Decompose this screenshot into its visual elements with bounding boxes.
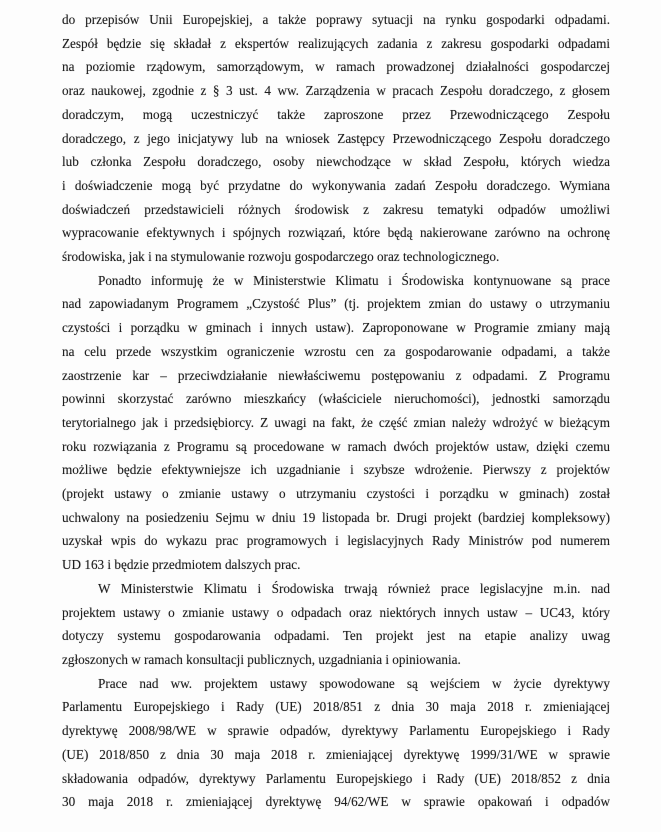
text-line: możliwe będzie efektywniejsze ich uzgadnianie i szybsze wdrożenie. Pierwszy z projektów (62, 462, 610, 478)
text-line: Ponadto informuję że w Ministerstwie Klimatu i Środowiska kontynuowane są prace (98, 272, 610, 288)
text-line: czystości i porządku w gminach i innych ustaw). Zaproponowane w Programie zmiany mają (62, 320, 610, 336)
text-line: doradczego, z jego inicjatywy lub na wniosek Zastępcy Przewodniczącego Zespołu doradczego (62, 130, 610, 146)
text-line: nad zapowiadanym Programem „Czystość Plus” (tj. projektem zmian do ustawy o utrzymaniu (62, 296, 610, 312)
text-line: terytorialnego jak i przedsiębiorcy. Z uwagi na fakt, że część zmian należy wdrożyć w bieżącym (62, 414, 610, 430)
text-line: oraz naukowej, zgodnie z § 3 ust. 4 ww. Zarządzenia w pracach Zespołu doradczego, z głosem (62, 83, 610, 99)
text-line: dyrektywę 2008/98/WE w sprawie odpadów, dyrektywy Parlamentu Europejskiego i Rady (62, 723, 610, 739)
text-line: 30 maja 2018 r. zmieniającej dyrektywę 94/62/WE w sprawie opakowań i odpadów (62, 794, 610, 810)
text-line: Parlamentu Europejskiego i Rady (UE) 2018/851 z dnia 30 maja 2018 r. zmieniającej (62, 699, 610, 715)
text-line: doradczym, mogą uczestniczyć także zaproszone przez Przewodniczącego Zespołu (62, 106, 610, 122)
text-line: wypracowanie efektywnych i spójnych rozwiązań, które będą nakierowane zarówno na ochronę (62, 225, 610, 241)
text-line: projektem ustawy o zmianie ustawy o odpadach oraz niektórych innych ustaw – UC43, który (62, 604, 610, 620)
text-line: uchwalony na posiedzeniu Sejmu w dniu 19 listopada br. Drugi projekt (bardziej kompleksowy) (62, 509, 610, 525)
text-line: roku rozwiązania z Programu są procedowane w ramach dwóch projektów ustaw, dzięki czemu (62, 438, 610, 454)
text-line: zaostrzenie kar – przeciwdziałanie niewłaściwemu postępowaniu z odpadami. Z Programu (62, 367, 610, 383)
text-line: Zespół będzie się składał z ekspertów realizujących zadania z zakresu gospodarki odpadami (62, 35, 610, 51)
text-line: lub członka Zespołu doradczego, osoby niewchodzące w skład Zespołu, których wiedza (62, 154, 610, 170)
text-line: zgłoszonych w ramach konsultacji publicznych, uzgadniania i opiniowania. (62, 651, 461, 667)
text-line: (UE) 2018/850 z dnia 30 maja 2018 r. zmieniającej dyrektywę 1999/31/WE w sprawie (62, 746, 610, 762)
text-line: Prace nad ww. projektem ustawy spowodowane są wejściem w życie dyrektywy (98, 675, 610, 691)
text-line: W Ministerstwie Klimatu i Środowiska trwają również prace legislacyjne m.in. nad (98, 580, 610, 596)
text-line: środowiska, jak i na stymulowanie rozwoju gospodarczego oraz technologicznego. (62, 249, 500, 265)
text-line: powinni skorzystać zarówno mieszkańcy (właściciele nieruchomości), jednostki samorządu (62, 391, 610, 407)
text-line: do przepisów Unii Europejskiej, a także poprawy sytuacji na rynku gospodarki odpadami. (62, 12, 610, 27)
text-line: doświadczeń przedstawicieli różnych środowisk z zakresu tematyki odpadów umożliwi (62, 201, 610, 217)
text-line: (projekt ustawy o zmianie ustawy o utrzymaniu czystości i porządku w gminach) został (62, 486, 610, 502)
text-line: i doświadczenie mogą być przydatne do wykonywania zadań Zespołu doradczego. Wymiana (62, 177, 610, 193)
text-line: na celu przede wszystkim ograniczenie wzrostu cen za gospodarowanie odpadami, a także (62, 343, 610, 359)
text-line: UD 163 i będzie przedmiotem dalszych prac. (62, 557, 301, 573)
text-line: uzyskał wpis do wykazu prac programowych i legislacyjnych Rady Ministrów pod numerem (62, 533, 610, 549)
text-line: składowania odpadów, dyrektywy Parlamentu Europejskiego i Rady (UE) 2018/852 z dnia (62, 770, 610, 786)
text-line: na poziomie rządowym, samorządowym, w ramach prowadzonej działalności gospodarczej (62, 59, 610, 75)
text-line: dotyczy systemu gospodarowania odpadami. Ten projekt jest na etapie analizy uwag (62, 628, 610, 644)
